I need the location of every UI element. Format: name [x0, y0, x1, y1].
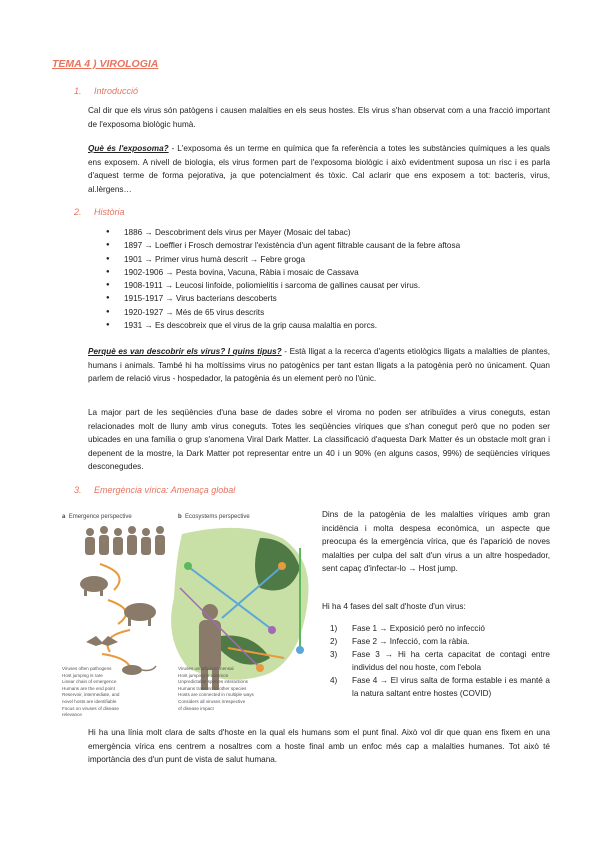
caption-line: of disease impact	[178, 705, 214, 711]
timeline-item: ● 1886 → Descobriment dels virus per Mayer (Mosaic del tabac)	[106, 226, 556, 239]
phase-text: Fase 3 → Hi ha certa capacitat de contagi entre individus del nou hoste, com l'ebola	[352, 650, 550, 672]
caption-line: Reservoir, intermediate, and	[62, 692, 120, 698]
exposome-paragraph	[88, 142, 550, 196]
chain-arrow-2	[108, 600, 126, 624]
discovery-answer: - Està lligat a la recerca d'agents etiològics lligats a malalties de plantes, humans i animals. També hi ha moltíssims virus no patogènics per tant estan lligats a la patogènia però no únicament. Quan parlem de relació virus - hospedador, la patogènia és un element però no l'únic.	[88, 347, 550, 384]
phase-item	[330, 674, 550, 700]
phase-text: Fase 1 → Exposició però no infecció	[352, 624, 485, 633]
exposome-question: Què és l'exposoma?	[88, 144, 169, 153]
caption-line: Host jumping is rare	[62, 672, 103, 678]
cow-icon	[124, 603, 156, 626]
phases-intro: Hi ha 4 fases del salt d'hoste d'un virus:	[322, 602, 466, 611]
host-jump-conclusion: Hi ha una línia molt clara de salts d'hoste en la qual els humans som el punt final. Això vol dir que quan ens fixem en una emergència vírica ens centrem a nosaltres com a hoste final amb un enfoc més cap a malalties humanes. Tot això té importància des d'un punt de vista de salut humana.	[88, 728, 550, 765]
timeline-item: ● 1915-1917 → Virus bacterians descoberts	[106, 292, 556, 305]
caption-line: Viruses often pathogens	[62, 666, 112, 671]
phase-item	[330, 648, 550, 674]
panel-a-label: a Emergence perspective	[62, 514, 132, 520]
section-1-title: Introducció	[94, 86, 139, 96]
virus-node-1	[278, 562, 286, 570]
caption-line: Unpredictable species interactions	[178, 679, 248, 685]
caption-line: novel hosts are identifiable	[62, 698, 117, 704]
phase-text: Fase 4 → El virus salta de forma estable i es manté a la natura saltant entre hostes (COVID)	[352, 676, 550, 698]
timeline-item: ● 1901 → Primer virus humà descrit → Febre groga	[106, 253, 556, 266]
exposome-answer: - L'exposoma és un terme en química que fa referència a totes les substàncies químiques a les quals ens exposem. A nivell de biologia, els virus formen part de l'exposoma biològic i això evidentment suposa un risc i es parla d'aquest terme de forma pejorativa, ja que potencialment és tòxic. Cal aclarir que ens exposem a tot: bacteris, virus, al.lèrgens…	[88, 144, 550, 194]
pig-icon	[80, 576, 108, 596]
caption-line: Viruses usually commensal	[178, 666, 234, 671]
document-title: TEMA 4 ) VIROLOGIA	[52, 58, 159, 70]
section-2-number: 2.	[74, 207, 82, 217]
phase-number: 2)	[330, 637, 338, 646]
phase-number: 3)	[330, 650, 338, 659]
virus-node-3	[296, 646, 304, 654]
phase-number: 4)	[330, 676, 338, 685]
panel-b-label: b Ecosystems perspective	[178, 514, 250, 520]
phase-number: 1)	[330, 624, 338, 633]
virus-node-4	[184, 562, 192, 570]
timeline-item: ● 1897 → Loeffler i Frosch demostrar l'existència d'un agent filtrable causant de la febre aftosa	[106, 239, 556, 252]
section-2-heading	[74, 207, 125, 217]
intro-paragraph: Cal dir que els virus són patògens i causen malalties en els seus hostes. Els virus s'han observat com a una fracció important de l'exposoma biològic humà.	[88, 106, 550, 129]
section-2-title: Història	[94, 207, 125, 217]
caption-line: relevance	[62, 712, 82, 718]
section-3-number: 3.	[74, 485, 82, 495]
phase-item	[330, 635, 550, 648]
discovery-question: Perquè es van descobrir els virus? I quins tipus?	[88, 347, 282, 356]
timeline-item: ● 1931 → Es descobreix que el virus de la grip causa malaltia en porcs.	[106, 319, 556, 332]
caption-line: Focus on viruses of disease	[62, 705, 119, 711]
panel-a-chain	[80, 526, 165, 675]
virus-node-2	[268, 626, 276, 634]
caption-line: Humans transmit to other species	[178, 685, 247, 691]
caption-line: Considers all viruses irrespective	[178, 698, 246, 704]
host-jump-phases	[330, 622, 550, 700]
caption-line: Host jumping is common	[178, 672, 229, 678]
dark-matter-paragraph: La major part de les seqüències d'una base de dades sobre el viroma no poden ser atribuïdes a virus coneguts, estan relacionades molt de lluny amb virus coneguts. Totes les seqüències víriques que s'han conegut però que no poden ser ubicades en una família o grup s'anomena Viral Dark Matter. La classificació d'aquesta Dark Matter és un obstacle molt gran i depenent de la mostre, la Dark Matter pot representar entre un 40 i un 90% (en alguns casos, 99%) de seqüències víriques desconegudes.	[88, 408, 550, 472]
section-1-heading	[74, 86, 138, 96]
timeline-item: ● 1920-1927 → Més de 65 virus descrits	[106, 306, 556, 319]
emergence-figure	[60, 508, 316, 718]
emergence-paragraph: Dins de la patogènia de les malalties víriques amb gran incidència i molta despesa econòmica, un aspecte que preocupa és la emergència vírica, que és l'aparició de noves malalties per culpa del salt d'un virus a un altre hospedador, sent capaç d'infectar-lo → Host jump.	[322, 510, 550, 574]
caption-line: Linear chain of emergence	[62, 679, 117, 685]
caption-line: Humans are the end point	[62, 685, 115, 691]
section-3-heading	[74, 485, 235, 495]
timeline-item: ● 1902-1906 → Pesta bovina, Vacuna, Ràbia i mosaic de Cassava	[106, 266, 556, 279]
human-silhouette-icon	[85, 526, 165, 555]
panel-a-caption	[62, 666, 172, 719]
timeline-item: ● 1908-1911 → Leucosi linfoide, poliomielitis i sarcoma de gallines causat per virus.	[106, 279, 556, 292]
discovery-paragraph	[88, 345, 550, 386]
phase-text: Fase 2 → Infecció, com la ràbia.	[352, 637, 470, 646]
caption-line: Hosts are connected in multiple ways	[178, 692, 254, 698]
section-3-title: Emergència vírica: Amenaça global	[94, 485, 236, 495]
history-timeline	[106, 226, 556, 332]
panel-b-caption	[178, 666, 308, 712]
section-1-number: 1.	[74, 86, 82, 96]
phase-item	[330, 622, 550, 635]
bat-icon	[86, 636, 118, 646]
